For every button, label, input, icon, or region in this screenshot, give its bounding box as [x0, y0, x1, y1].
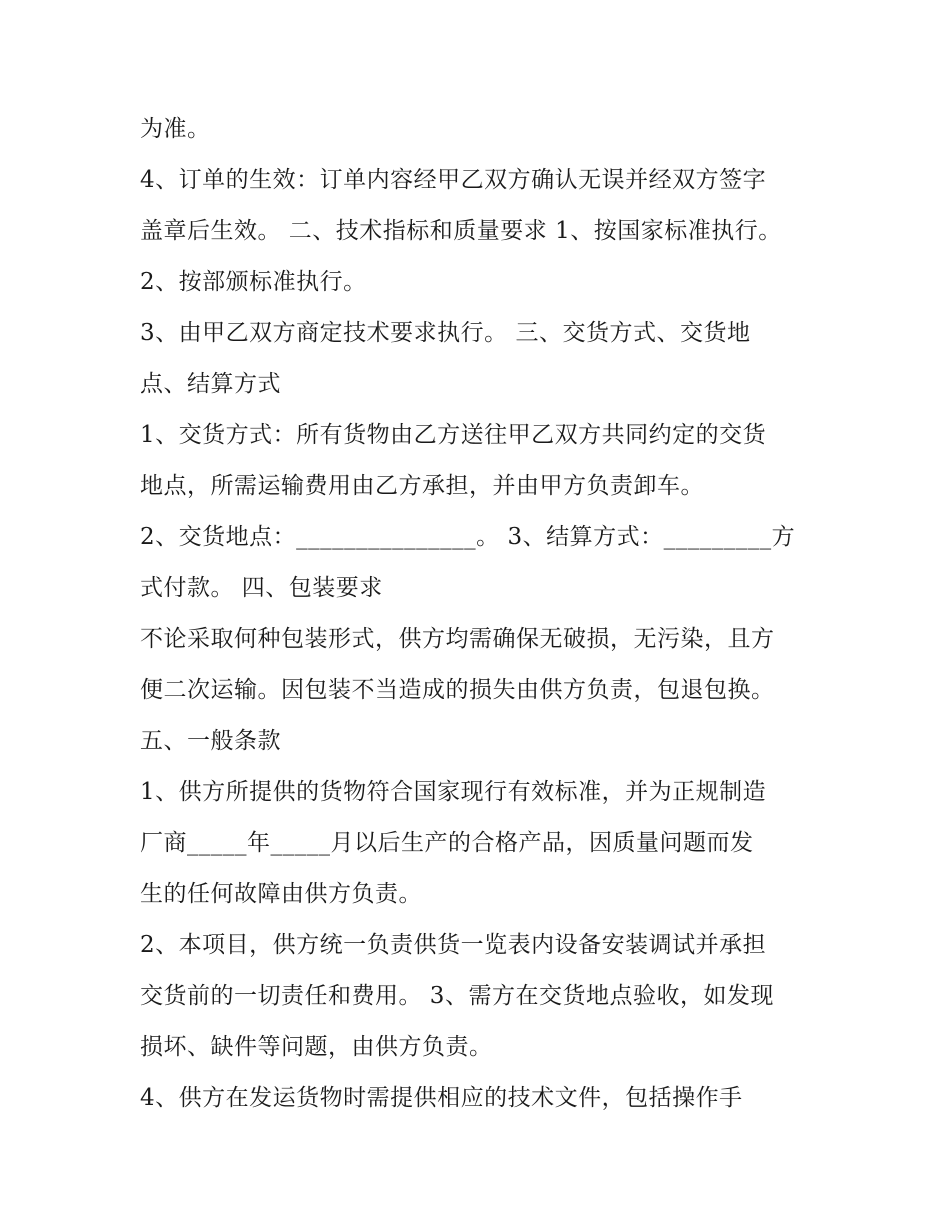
text-line: 生的任何故障由供方负责。	[140, 881, 422, 907]
text-line: 厂商_____年_____月以后生产的合格产品，因质量问题而发	[140, 830, 754, 856]
text-line: 五、一般条款	[140, 728, 281, 754]
text-line: 式付款。 四、包装要求	[140, 575, 383, 601]
document-page	[140, 104, 820, 1124]
text-line: 损坏、缺件等问题，由供方负责。	[140, 1034, 493, 1060]
text-line: 交货前的一切责任和费用。 3、需方在交货地点验收，如发现	[140, 983, 774, 1009]
text-line: 为准。	[140, 116, 211, 142]
text-line: 便二次运输。因包装不当造成的损失由供方负责，包退包换。	[140, 677, 775, 703]
text-line: 4、供方在发运货物时需提供相应的技术文件，包括操作手	[140, 1085, 743, 1111]
text-line: 不论采取何种包装形式，供方均需确保无破损，无污染，且方	[140, 626, 775, 652]
text-line: 地点，所需运输费用由乙方承担，并由甲方负责卸车。	[140, 473, 704, 499]
text-line: 2、本项目，供方统一负责供货一览表内设备安装调试并承担	[140, 932, 767, 958]
text-line: 盖章后生效。 二、技术指标和质量要求 1、按国家标准执行。	[140, 218, 782, 244]
text-line: 3、由甲乙双方商定技术要求执行。 三、交货方式、交货地	[140, 320, 751, 346]
text-line: 1、供方所提供的货物符合国家现行有效标准，并为正规制造	[140, 779, 767, 805]
text-line: 1、交货方式：所有货物由乙方送往甲乙双方共同约定的交货	[140, 422, 767, 448]
text-line: 4、订单的生效：订单内容经甲乙双方确认无误并经双方签字	[140, 167, 767, 193]
text-line: 2、按部颁标准执行。	[140, 269, 367, 295]
text-line: 点、结算方式	[140, 371, 281, 397]
text-line: 2、交货地点：_______________。 3、结算方式：_________方	[140, 524, 796, 550]
